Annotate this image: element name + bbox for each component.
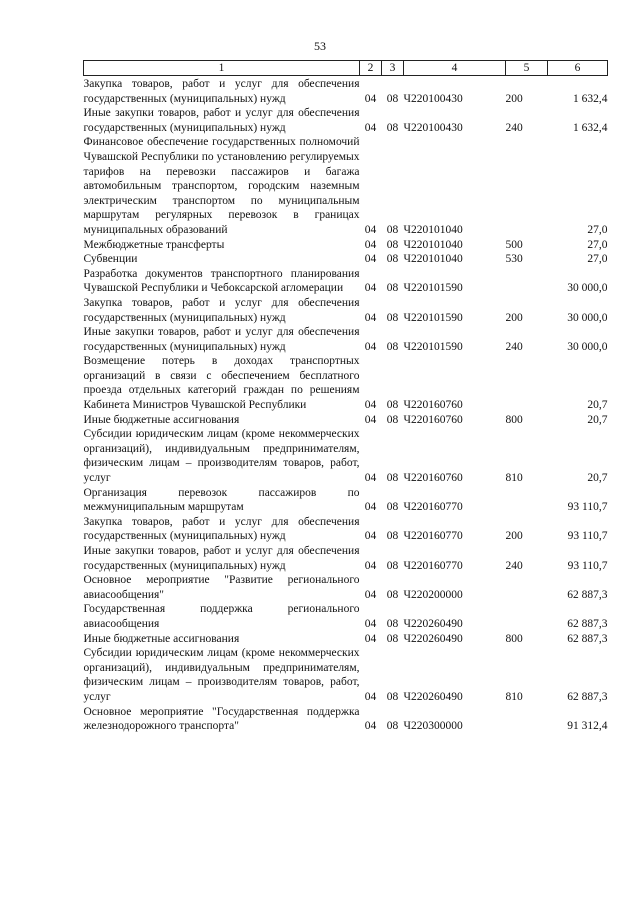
row-name: Основное мероприятие "Государственная поддержка железнодорожного транспорта" <box>83 705 360 733</box>
row-subsection: 08 <box>386 399 399 412</box>
row-name: Иные закупки товаров, работ и услуг для обеспечения государственных (муниципальных) нужд <box>83 545 360 572</box>
row-amount: 20,7 <box>587 399 608 412</box>
table-row <box>84 106 608 135</box>
row-amount: 30 000,0 <box>567 311 608 324</box>
row-subsection: 08 <box>386 720 399 733</box>
table-row <box>84 705 608 734</box>
row-expense-type: 810 <box>505 690 523 703</box>
row-amount: 62 887,3 <box>567 588 608 601</box>
row-name: Субсидии юридическим лицам (кроме некоммерческих организаций), индивидуальным предпринимателям, физическим лицам – производителям товаров, работ, услуг <box>83 647 360 703</box>
row-section: 04 <box>364 238 377 251</box>
table-row <box>84 515 608 544</box>
row-amount: 93 110,7 <box>567 559 608 572</box>
row-target-article: Ч220260490 <box>403 690 463 703</box>
row-target-article: Ч220100430 <box>403 92 463 105</box>
header-col-2: 2 <box>360 61 382 76</box>
table-row <box>84 76 608 107</box>
row-expense-type: 200 <box>505 530 523 543</box>
row-subsection: 08 <box>386 472 399 485</box>
row-name: Субсидии юридическим лицам (кроме некоммерческих организаций), индивидуальным предпринимателям, физическим лицам – производителям товаров, работ, услуг <box>83 428 360 485</box>
row-amount: 27,0 <box>587 238 608 251</box>
row-section: 04 <box>364 559 377 572</box>
table-row <box>84 354 608 412</box>
table-row <box>84 413 608 428</box>
row-target-article: Ч220160770 <box>403 559 463 572</box>
row-amount: 27,0 <box>587 253 608 266</box>
row-target-article: Ч220101590 <box>403 311 463 324</box>
row-section: 04 <box>364 617 377 630</box>
row-section: 04 <box>364 92 377 105</box>
header-col-4: 4 <box>404 61 506 76</box>
row-target-article: Ч220160770 <box>403 530 463 543</box>
row-subsection: 08 <box>386 121 399 134</box>
row-section: 04 <box>364 223 377 236</box>
row-name: Иные закупки товаров, работ и услуг для обеспечения государственных (муниципальных) нужд <box>83 107 360 134</box>
row-expense-type: 240 <box>505 559 523 572</box>
row-name: Иные бюджетные ассигнования <box>83 632 240 645</box>
row-subsection: 08 <box>386 530 399 543</box>
row-expense-type: 800 <box>505 413 523 426</box>
row-amount: 30 000,0 <box>567 282 608 295</box>
row-target-article: Ч220101040 <box>403 253 463 266</box>
row-name: Субвенции <box>83 253 138 266</box>
row-subsection: 08 <box>386 413 399 426</box>
row-section: 04 <box>364 690 377 703</box>
row-name: Закупка товаров, работ и услуг для обеспечения государственных (муниципальных) нужд <box>83 78 360 105</box>
row-expense-type <box>506 135 548 237</box>
row-expense-type <box>506 267 548 296</box>
table-row <box>84 135 608 237</box>
row-expense-type: 200 <box>505 92 523 105</box>
row-subsection: 08 <box>386 617 399 630</box>
row-expense-type <box>506 705 548 734</box>
row-section: 04 <box>364 253 377 266</box>
row-target-article: Ч220101590 <box>403 282 463 295</box>
row-subsection: 08 <box>386 632 399 645</box>
row-amount: 62 887,3 <box>567 617 608 630</box>
row-expense-type <box>506 602 548 631</box>
row-target-article: Ч220300000 <box>403 720 463 733</box>
header-row <box>84 61 608 76</box>
header-col-3: 3 <box>382 61 404 76</box>
table-row <box>84 486 608 515</box>
row-section: 04 <box>364 632 377 645</box>
row-subsection: 08 <box>386 588 399 601</box>
budget-table <box>83 60 608 734</box>
row-section: 04 <box>364 121 377 134</box>
row-name: Иные закупки товаров, работ и услуг для обеспечения государственных (муниципальных) нужд <box>83 326 360 353</box>
row-section: 04 <box>364 311 377 324</box>
header-col-6: 6 <box>548 61 608 76</box>
row-name: Государственная поддержка регионального авиасообщения <box>83 603 360 630</box>
row-target-article: Ч220160760 <box>403 399 463 412</box>
row-name: Основное мероприятие "Развитие регионального авиасообщения" <box>83 574 360 601</box>
row-section: 04 <box>364 530 377 543</box>
row-target-article: Ч220260490 <box>403 617 463 630</box>
row-subsection: 08 <box>386 340 399 353</box>
table-row <box>84 238 608 253</box>
row-amount: 30 000,0 <box>567 340 608 353</box>
row-expense-type: 800 <box>505 632 523 645</box>
row-section: 04 <box>364 340 377 353</box>
table-row <box>84 267 608 296</box>
row-amount: 93 110,7 <box>567 501 608 514</box>
row-target-article: Ч220101590 <box>403 340 463 353</box>
row-subsection: 08 <box>386 253 399 266</box>
table-row <box>84 602 608 631</box>
row-expense-type: 240 <box>505 121 523 134</box>
row-subsection: 08 <box>386 501 399 514</box>
table-row <box>84 544 608 573</box>
row-target-article: Ч220160770 <box>403 501 463 514</box>
row-amount: 1 632,4 <box>573 92 608 105</box>
row-name: Возмещение потерь в доходах транспортных организаций в связи с обеспечением бесплатного проезда отдельных категорий граждан по решениям Кабинета Министров Чувашской Республики <box>83 355 360 412</box>
row-subsection: 08 <box>386 311 399 324</box>
row-section: 04 <box>364 501 377 514</box>
row-name: Организация перевозок пассажиров по межмуниципальным маршрутам <box>83 486 360 514</box>
row-subsection: 08 <box>386 223 399 236</box>
row-target-article: Ч220260490 <box>403 632 463 645</box>
table-row <box>84 573 608 602</box>
row-expense-type: 500 <box>505 238 523 251</box>
row-expense-type <box>506 573 548 602</box>
row-name: Закупка товаров, работ и услуг для обеспечения государственных (муниципальных) нужд <box>83 515 360 543</box>
table-header <box>84 61 608 76</box>
row-section: 04 <box>364 588 377 601</box>
row-expense-type: 530 <box>505 253 523 266</box>
row-section: 04 <box>364 399 377 412</box>
row-amount: 93 110,7 <box>567 530 608 543</box>
row-section: 04 <box>364 472 377 485</box>
row-name: Разработка документов транспортного планирования Чувашской Республики и Чебоксарской агломерации <box>83 267 360 295</box>
row-target-article: Ч220101040 <box>403 223 463 236</box>
table-row <box>84 632 608 647</box>
row-amount: 20,7 <box>587 413 608 426</box>
row-amount: 27,0 <box>587 223 608 236</box>
row-amount: 62 887,3 <box>567 690 608 703</box>
row-expense-type <box>506 354 548 412</box>
row-expense-type: 200 <box>505 311 523 324</box>
row-target-article: Ч220160760 <box>403 413 463 426</box>
row-name: Закупка товаров, работ и услуг для обеспечения государственных (муниципальных) нужд <box>83 296 360 324</box>
row-name: Иные бюджетные ассигнования <box>83 413 240 426</box>
table-row <box>84 646 608 704</box>
row-subsection: 08 <box>386 282 399 295</box>
row-name: Финансовое обеспечение государственных полномочий Чувашской Республики по установлению регулируемых тарифов на перевозки пассажиров и багажа автомобильным транспортом, городским наземным электрическим транспортом по муниципальным маршрутам регулярных перевозок в границах муниципальных образований <box>83 136 360 236</box>
row-amount: 1 632,4 <box>573 121 608 134</box>
row-amount: 62 887,3 <box>567 632 608 645</box>
row-section: 04 <box>364 720 377 733</box>
row-expense-type: 810 <box>505 472 523 485</box>
row-expense-type <box>506 486 548 515</box>
row-target-article: Ч220101040 <box>403 238 463 251</box>
header-col-5: 5 <box>506 61 548 76</box>
row-target-article: Ч220200000 <box>403 588 463 601</box>
row-amount: 91 312,4 <box>567 720 608 733</box>
row-target-article: Ч220160760 <box>403 472 463 485</box>
row-target-article: Ч220100430 <box>403 121 463 134</box>
row-expense-type: 240 <box>505 340 523 353</box>
row-name: Межбюджетные трансферты <box>83 238 225 251</box>
header-col-1: 1 <box>84 61 360 76</box>
table-row <box>84 325 608 354</box>
table-row <box>84 252 608 267</box>
table-body <box>84 76 608 734</box>
table-row <box>84 427 608 485</box>
table-row <box>84 296 608 325</box>
row-subsection: 08 <box>386 559 399 572</box>
row-subsection: 08 <box>386 238 399 251</box>
page-number: 53 <box>314 39 326 53</box>
row-section: 04 <box>364 413 377 426</box>
row-subsection: 08 <box>386 690 399 703</box>
row-section: 04 <box>364 282 377 295</box>
row-amount: 20,7 <box>587 472 608 485</box>
row-subsection: 08 <box>386 92 399 105</box>
